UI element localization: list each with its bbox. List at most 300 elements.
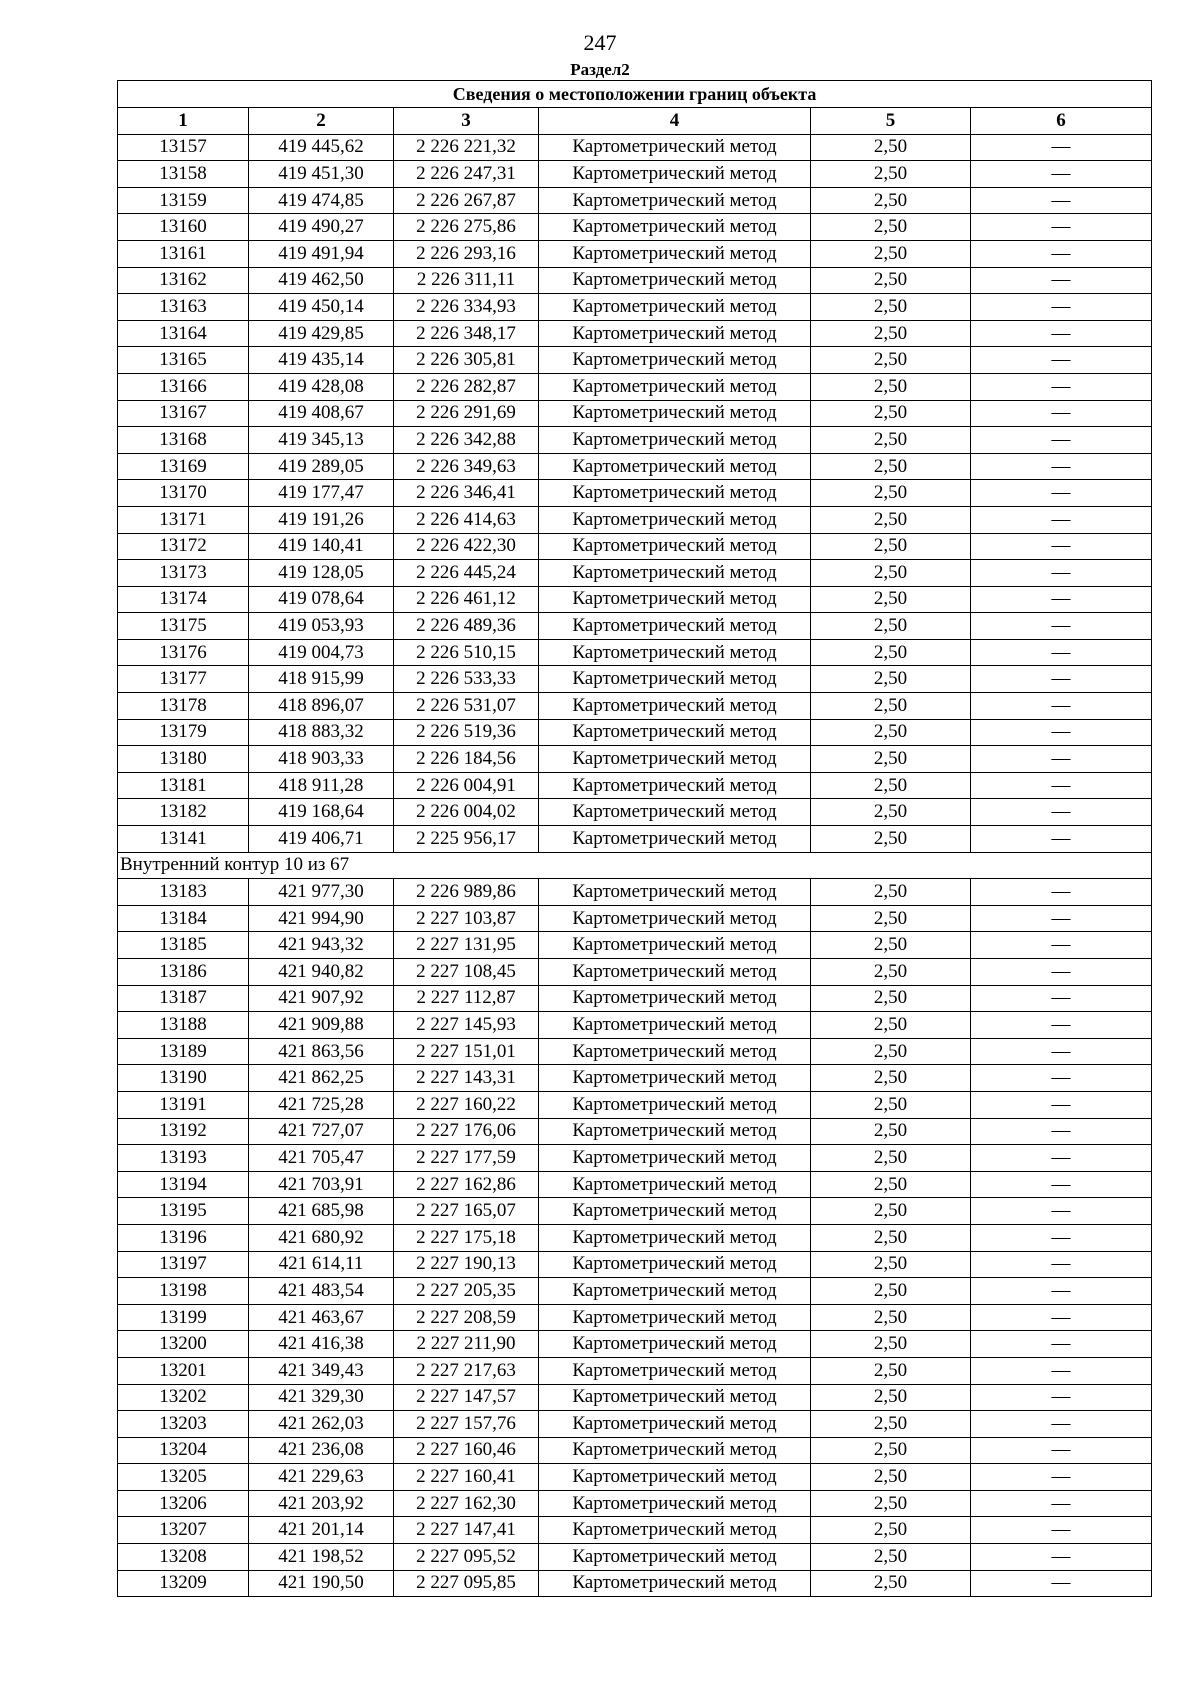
x-coordinate-cell: 419 408,67 xyxy=(249,400,394,427)
table-row xyxy=(118,1331,1152,1358)
y-coordinate-cell: 2 227 108,45 xyxy=(394,959,539,986)
method-cell: Картометрический метод xyxy=(539,373,811,400)
description-cell: — xyxy=(971,1331,1152,1358)
table-title: Сведения о местоположении границ объекта xyxy=(118,81,1152,108)
method-cell: Картометрический метод xyxy=(539,639,811,666)
point-number-cell: 13182 xyxy=(118,799,249,826)
description-cell: — xyxy=(971,267,1152,294)
table-row xyxy=(118,1118,1152,1145)
y-coordinate-cell: 2 226 275,86 xyxy=(394,214,539,241)
table-row xyxy=(118,1517,1152,1544)
description-cell: — xyxy=(971,693,1152,720)
description-cell: — xyxy=(971,1304,1152,1331)
table-row xyxy=(118,1490,1152,1517)
contour-label: Внутренний контур 10 из 67 xyxy=(118,852,1152,879)
point-number-cell: 13177 xyxy=(118,666,249,693)
table-row xyxy=(118,693,1152,720)
accuracy-cell: 2,50 xyxy=(811,1038,971,1065)
method-cell: Картометрический метод xyxy=(539,1251,811,1278)
table-row xyxy=(118,1357,1152,1384)
table-row xyxy=(118,1384,1152,1411)
x-coordinate-cell: 419 177,47 xyxy=(249,480,394,507)
point-number-cell: 13202 xyxy=(118,1384,249,1411)
y-coordinate-cell: 2 226 519,36 xyxy=(394,719,539,746)
table-row xyxy=(118,772,1152,799)
x-coordinate-cell: 421 685,98 xyxy=(249,1198,394,1225)
accuracy-cell: 2,50 xyxy=(811,905,971,932)
contour-row xyxy=(118,852,1152,879)
method-cell: Картометрический метод xyxy=(539,134,811,161)
description-cell: — xyxy=(971,826,1152,853)
method-cell: Картометрический метод xyxy=(539,1038,811,1065)
method-cell: Картометрический метод xyxy=(539,932,811,959)
y-coordinate-cell: 2 227 131,95 xyxy=(394,932,539,959)
x-coordinate-cell: 421 329,30 xyxy=(249,1384,394,1411)
section-label: Раздел2 xyxy=(570,60,630,79)
table-row xyxy=(118,533,1152,560)
method-cell: Картометрический метод xyxy=(539,1224,811,1251)
table-row xyxy=(118,134,1152,161)
accuracy-cell: 2,50 xyxy=(811,240,971,267)
point-number-cell: 13169 xyxy=(118,453,249,480)
table-title-row xyxy=(118,81,1152,108)
x-coordinate-cell: 421 190,50 xyxy=(249,1570,394,1597)
y-coordinate-cell: 2 227 095,52 xyxy=(394,1544,539,1571)
point-number-cell: 13185 xyxy=(118,932,249,959)
description-cell: — xyxy=(971,1012,1152,1039)
point-number-cell: 13170 xyxy=(118,480,249,507)
x-coordinate-cell: 421 863,56 xyxy=(249,1038,394,1065)
description-cell: — xyxy=(971,932,1152,959)
x-coordinate-cell: 419 168,64 xyxy=(249,799,394,826)
table-row xyxy=(118,1012,1152,1039)
column-number-row xyxy=(118,108,1152,135)
y-coordinate-cell: 2 227 162,30 xyxy=(394,1490,539,1517)
table-row xyxy=(118,1464,1152,1491)
accuracy-cell: 2,50 xyxy=(811,799,971,826)
accuracy-cell: 2,50 xyxy=(811,373,971,400)
x-coordinate-cell: 419 140,41 xyxy=(249,533,394,560)
accuracy-cell: 2,50 xyxy=(811,161,971,188)
table-row xyxy=(118,1278,1152,1305)
method-cell: Картометрический метод xyxy=(539,1012,811,1039)
table-row xyxy=(118,1411,1152,1438)
table-row xyxy=(118,373,1152,400)
method-cell: Картометрический метод xyxy=(539,1278,811,1305)
point-number-cell: 13163 xyxy=(118,294,249,321)
method-cell: Картометрический метод xyxy=(539,427,811,454)
description-cell: — xyxy=(971,1490,1152,1517)
y-coordinate-cell: 2 227 157,76 xyxy=(394,1411,539,1438)
x-coordinate-cell: 419 345,13 xyxy=(249,427,394,454)
table-row xyxy=(118,267,1152,294)
y-coordinate-cell: 2 227 208,59 xyxy=(394,1304,539,1331)
point-number-cell: 13199 xyxy=(118,1304,249,1331)
table-row xyxy=(118,214,1152,241)
y-coordinate-cell: 2 226 461,12 xyxy=(394,586,539,613)
y-coordinate-cell: 2 227 147,41 xyxy=(394,1517,539,1544)
accuracy-cell: 2,50 xyxy=(811,613,971,640)
description-cell: — xyxy=(971,1065,1152,1092)
point-number-cell: 13167 xyxy=(118,400,249,427)
y-coordinate-cell: 2 226 348,17 xyxy=(394,320,539,347)
accuracy-cell: 2,50 xyxy=(811,134,971,161)
method-cell: Картометрический метод xyxy=(539,1091,811,1118)
table-row xyxy=(118,1251,1152,1278)
point-number-cell: 13189 xyxy=(118,1038,249,1065)
accuracy-cell: 2,50 xyxy=(811,959,971,986)
description-cell: — xyxy=(971,959,1152,986)
description-cell: — xyxy=(971,187,1152,214)
method-cell: Картометрический метод xyxy=(539,214,811,241)
point-number-cell: 13195 xyxy=(118,1198,249,1225)
method-cell: Картометрический метод xyxy=(539,267,811,294)
accuracy-cell: 2,50 xyxy=(811,533,971,560)
accuracy-cell: 2,50 xyxy=(811,427,971,454)
table-row xyxy=(118,506,1152,533)
description-cell: — xyxy=(971,320,1152,347)
accuracy-cell: 2,50 xyxy=(811,719,971,746)
description-cell: — xyxy=(971,746,1152,773)
description-cell: — xyxy=(971,373,1152,400)
point-number-cell: 13205 xyxy=(118,1464,249,1491)
accuracy-cell: 2,50 xyxy=(811,1278,971,1305)
description-cell: — xyxy=(971,1384,1152,1411)
table-row xyxy=(118,905,1152,932)
method-cell: Картометрический метод xyxy=(539,959,811,986)
y-coordinate-cell: 2 226 346,41 xyxy=(394,480,539,507)
y-coordinate-cell: 2 227 217,63 xyxy=(394,1357,539,1384)
y-coordinate-cell: 2 227 160,22 xyxy=(394,1091,539,1118)
accuracy-cell: 2,50 xyxy=(811,320,971,347)
method-cell: Картометрический метод xyxy=(539,826,811,853)
table-row xyxy=(118,480,1152,507)
description-cell: — xyxy=(971,586,1152,613)
point-number-cell: 13179 xyxy=(118,719,249,746)
method-cell: Картометрический метод xyxy=(539,187,811,214)
description-cell: — xyxy=(971,1357,1152,1384)
accuracy-cell: 2,50 xyxy=(811,1411,971,1438)
method-cell: Картометрический метод xyxy=(539,1145,811,1172)
accuracy-cell: 2,50 xyxy=(811,1517,971,1544)
x-coordinate-cell: 419 004,73 xyxy=(249,639,394,666)
accuracy-cell: 2,50 xyxy=(811,1171,971,1198)
point-number-cell: 13187 xyxy=(118,985,249,1012)
x-coordinate-cell: 419 078,64 xyxy=(249,586,394,613)
accuracy-cell: 2,50 xyxy=(811,1464,971,1491)
point-number-cell: 13188 xyxy=(118,1012,249,1039)
column-header: 5 xyxy=(811,108,971,135)
point-number-cell: 13141 xyxy=(118,826,249,853)
y-coordinate-cell: 2 226 267,87 xyxy=(394,187,539,214)
description-cell: — xyxy=(971,1038,1152,1065)
y-coordinate-cell: 2 226 305,81 xyxy=(394,347,539,374)
table-row xyxy=(118,294,1152,321)
description-cell: — xyxy=(971,1251,1152,1278)
point-number-cell: 13204 xyxy=(118,1437,249,1464)
x-coordinate-cell: 421 994,90 xyxy=(249,905,394,932)
point-number-cell: 13161 xyxy=(118,240,249,267)
accuracy-cell: 2,50 xyxy=(811,453,971,480)
point-number-cell: 13173 xyxy=(118,560,249,587)
table-row xyxy=(118,1304,1152,1331)
table-row xyxy=(118,320,1152,347)
method-cell: Картометрический метод xyxy=(539,1517,811,1544)
method-cell: Картометрический метод xyxy=(539,586,811,613)
description-cell: — xyxy=(971,799,1152,826)
point-number-cell: 13183 xyxy=(118,879,249,906)
table-row xyxy=(118,240,1152,267)
accuracy-cell: 2,50 xyxy=(811,1304,971,1331)
method-cell: Картометрический метод xyxy=(539,320,811,347)
table-row xyxy=(118,347,1152,374)
x-coordinate-cell: 419 289,05 xyxy=(249,453,394,480)
accuracy-cell: 2,50 xyxy=(811,214,971,241)
x-coordinate-cell: 419 445,62 xyxy=(249,134,394,161)
y-coordinate-cell: 2 227 176,06 xyxy=(394,1118,539,1145)
y-coordinate-cell: 2 227 165,07 xyxy=(394,1198,539,1225)
point-number-cell: 13186 xyxy=(118,959,249,986)
x-coordinate-cell: 419 053,93 xyxy=(249,613,394,640)
column-header: 6 xyxy=(971,108,1152,135)
table-row xyxy=(118,932,1152,959)
method-cell: Картометрический метод xyxy=(539,506,811,533)
accuracy-cell: 2,50 xyxy=(811,1065,971,1092)
y-coordinate-cell: 2 226 342,88 xyxy=(394,427,539,454)
table-row xyxy=(118,666,1152,693)
accuracy-cell: 2,50 xyxy=(811,826,971,853)
accuracy-cell: 2,50 xyxy=(811,1224,971,1251)
table-row xyxy=(118,1198,1152,1225)
table-row xyxy=(118,453,1152,480)
table-row xyxy=(118,985,1152,1012)
point-number-cell: 13158 xyxy=(118,161,249,188)
method-cell: Картометрический метод xyxy=(539,1464,811,1491)
x-coordinate-cell: 421 705,47 xyxy=(249,1145,394,1172)
y-coordinate-cell: 2 227 151,01 xyxy=(394,1038,539,1065)
x-coordinate-cell: 421 262,03 xyxy=(249,1411,394,1438)
description-cell: — xyxy=(971,985,1152,1012)
description-cell: — xyxy=(971,879,1152,906)
point-number-cell: 13197 xyxy=(118,1251,249,1278)
method-cell: Картометрический метод xyxy=(539,1331,811,1358)
x-coordinate-cell: 418 883,32 xyxy=(249,719,394,746)
accuracy-cell: 2,50 xyxy=(811,480,971,507)
x-coordinate-cell: 419 428,08 xyxy=(249,373,394,400)
y-coordinate-cell: 2 226 531,07 xyxy=(394,693,539,720)
table-row xyxy=(118,826,1152,853)
accuracy-cell: 2,50 xyxy=(811,1118,971,1145)
y-coordinate-cell: 2 226 422,30 xyxy=(394,533,539,560)
y-coordinate-cell: 2 226 349,63 xyxy=(394,453,539,480)
description-cell: — xyxy=(971,1091,1152,1118)
y-coordinate-cell: 2 226 004,91 xyxy=(394,772,539,799)
description-cell: — xyxy=(971,1464,1152,1491)
point-number-cell: 13172 xyxy=(118,533,249,560)
x-coordinate-cell: 418 911,28 xyxy=(249,772,394,799)
point-number-cell: 13164 xyxy=(118,320,249,347)
table-row xyxy=(118,879,1152,906)
description-cell: — xyxy=(971,1570,1152,1597)
description-cell: — xyxy=(971,427,1152,454)
accuracy-cell: 2,50 xyxy=(811,772,971,799)
y-coordinate-cell: 2 226 247,31 xyxy=(394,161,539,188)
method-cell: Картометрический метод xyxy=(539,1490,811,1517)
point-number-cell: 13159 xyxy=(118,187,249,214)
x-coordinate-cell: 421 940,82 xyxy=(249,959,394,986)
y-coordinate-cell: 2 226 414,63 xyxy=(394,506,539,533)
table-row xyxy=(118,1171,1152,1198)
method-cell: Картометрический метод xyxy=(539,347,811,374)
y-coordinate-cell: 2 226 184,56 xyxy=(394,746,539,773)
method-cell: Картометрический метод xyxy=(539,240,811,267)
table-body xyxy=(118,134,1152,1597)
accuracy-cell: 2,50 xyxy=(811,400,971,427)
y-coordinate-cell: 2 227 145,93 xyxy=(394,1012,539,1039)
y-coordinate-cell: 2 227 177,59 xyxy=(394,1145,539,1172)
x-coordinate-cell: 421 203,92 xyxy=(249,1490,394,1517)
description-cell: — xyxy=(971,1411,1152,1438)
table-row xyxy=(118,586,1152,613)
table-row xyxy=(118,187,1152,214)
x-coordinate-cell: 421 349,43 xyxy=(249,1357,394,1384)
x-coordinate-cell: 421 201,14 xyxy=(249,1517,394,1544)
x-coordinate-cell: 418 915,99 xyxy=(249,666,394,693)
method-cell: Картометрический метод xyxy=(539,400,811,427)
accuracy-cell: 2,50 xyxy=(811,1091,971,1118)
method-cell: Картометрический метод xyxy=(539,1357,811,1384)
point-number-cell: 13200 xyxy=(118,1331,249,1358)
accuracy-cell: 2,50 xyxy=(811,639,971,666)
description-cell: — xyxy=(971,1278,1152,1305)
point-number-cell: 13194 xyxy=(118,1171,249,1198)
point-number-cell: 13196 xyxy=(118,1224,249,1251)
y-coordinate-cell: 2 226 282,87 xyxy=(394,373,539,400)
description-cell: — xyxy=(971,1198,1152,1225)
x-coordinate-cell: 421 727,07 xyxy=(249,1118,394,1145)
column-header: 2 xyxy=(249,108,394,135)
point-number-cell: 13209 xyxy=(118,1570,249,1597)
method-cell: Картометрический метод xyxy=(539,1198,811,1225)
description-cell: — xyxy=(971,719,1152,746)
point-number-cell: 13178 xyxy=(118,693,249,720)
table-row xyxy=(118,161,1152,188)
description-cell: — xyxy=(971,1118,1152,1145)
accuracy-cell: 2,50 xyxy=(811,879,971,906)
description-cell: — xyxy=(971,347,1152,374)
x-coordinate-cell: 421 909,88 xyxy=(249,1012,394,1039)
table-row xyxy=(118,427,1152,454)
accuracy-cell: 2,50 xyxy=(811,1490,971,1517)
method-cell: Картометрический метод xyxy=(539,1411,811,1438)
accuracy-cell: 2,50 xyxy=(811,1145,971,1172)
y-coordinate-cell: 2 226 293,16 xyxy=(394,240,539,267)
description-cell: — xyxy=(971,666,1152,693)
description-cell: — xyxy=(971,533,1152,560)
description-cell: — xyxy=(971,480,1152,507)
y-coordinate-cell: 2 227 175,18 xyxy=(394,1224,539,1251)
accuracy-cell: 2,50 xyxy=(811,1384,971,1411)
accuracy-cell: 2,50 xyxy=(811,985,971,1012)
x-coordinate-cell: 418 896,07 xyxy=(249,693,394,720)
method-cell: Картометрический метод xyxy=(539,294,811,321)
accuracy-cell: 2,50 xyxy=(811,1437,971,1464)
accuracy-cell: 2,50 xyxy=(811,560,971,587)
x-coordinate-cell: 419 474,85 xyxy=(249,187,394,214)
x-coordinate-cell: 421 236,08 xyxy=(249,1437,394,1464)
accuracy-cell: 2,50 xyxy=(811,932,971,959)
x-coordinate-cell: 421 680,92 xyxy=(249,1224,394,1251)
x-coordinate-cell: 419 128,05 xyxy=(249,560,394,587)
x-coordinate-cell: 421 463,67 xyxy=(249,1304,394,1331)
y-coordinate-cell: 2 227 112,87 xyxy=(394,985,539,1012)
point-number-cell: 13192 xyxy=(118,1118,249,1145)
point-number-cell: 13175 xyxy=(118,613,249,640)
method-cell: Картометрический метод xyxy=(539,1065,811,1092)
x-coordinate-cell: 419 451,30 xyxy=(249,161,394,188)
accuracy-cell: 2,50 xyxy=(811,1570,971,1597)
y-coordinate-cell: 2 227 147,57 xyxy=(394,1384,539,1411)
y-coordinate-cell: 2 227 160,46 xyxy=(394,1437,539,1464)
y-coordinate-cell: 2 225 956,17 xyxy=(394,826,539,853)
method-cell: Картометрический метод xyxy=(539,746,811,773)
description-cell: — xyxy=(971,772,1152,799)
table-row xyxy=(118,1038,1152,1065)
method-cell: Картометрический метод xyxy=(539,560,811,587)
y-coordinate-cell: 2 227 211,90 xyxy=(394,1331,539,1358)
point-number-cell: 13157 xyxy=(118,134,249,161)
point-number-cell: 13207 xyxy=(118,1517,249,1544)
x-coordinate-cell: 419 435,14 xyxy=(249,347,394,374)
y-coordinate-cell: 2 226 510,15 xyxy=(394,639,539,666)
x-coordinate-cell: 419 490,27 xyxy=(249,214,394,241)
method-cell: Картометрический метод xyxy=(539,1384,811,1411)
method-cell: Картометрический метод xyxy=(539,480,811,507)
method-cell: Картометрический метод xyxy=(539,453,811,480)
method-cell: Картометрический метод xyxy=(539,1171,811,1198)
accuracy-cell: 2,50 xyxy=(811,267,971,294)
description-cell: — xyxy=(971,1517,1152,1544)
point-number-cell: 13203 xyxy=(118,1411,249,1438)
x-coordinate-cell: 421 614,11 xyxy=(249,1251,394,1278)
y-coordinate-cell: 2 226 311,11 xyxy=(394,267,539,294)
method-cell: Картометрический метод xyxy=(539,799,811,826)
x-coordinate-cell: 421 416,38 xyxy=(249,1331,394,1358)
x-coordinate-cell: 421 862,25 xyxy=(249,1065,394,1092)
y-coordinate-cell: 2 227 095,85 xyxy=(394,1570,539,1597)
method-cell: Картометрический метод xyxy=(539,1304,811,1331)
point-number-cell: 13193 xyxy=(118,1145,249,1172)
method-cell: Картометрический метод xyxy=(539,1437,811,1464)
description-cell: — xyxy=(971,905,1152,932)
table-row xyxy=(118,560,1152,587)
description-cell: — xyxy=(971,1224,1152,1251)
x-coordinate-cell: 421 907,92 xyxy=(249,985,394,1012)
y-coordinate-cell: 2 226 221,32 xyxy=(394,134,539,161)
description-cell: — xyxy=(971,453,1152,480)
accuracy-cell: 2,50 xyxy=(811,693,971,720)
method-cell: Картометрический метод xyxy=(539,879,811,906)
table-row xyxy=(118,959,1152,986)
x-coordinate-cell: 421 229,63 xyxy=(249,1464,394,1491)
x-coordinate-cell: 421 483,54 xyxy=(249,1278,394,1305)
y-coordinate-cell: 2 227 160,41 xyxy=(394,1464,539,1491)
y-coordinate-cell: 2 227 190,13 xyxy=(394,1251,539,1278)
description-cell: — xyxy=(971,161,1152,188)
point-number-cell: 13190 xyxy=(118,1065,249,1092)
method-cell: Картометрический метод xyxy=(539,613,811,640)
column-header: 4 xyxy=(539,108,811,135)
